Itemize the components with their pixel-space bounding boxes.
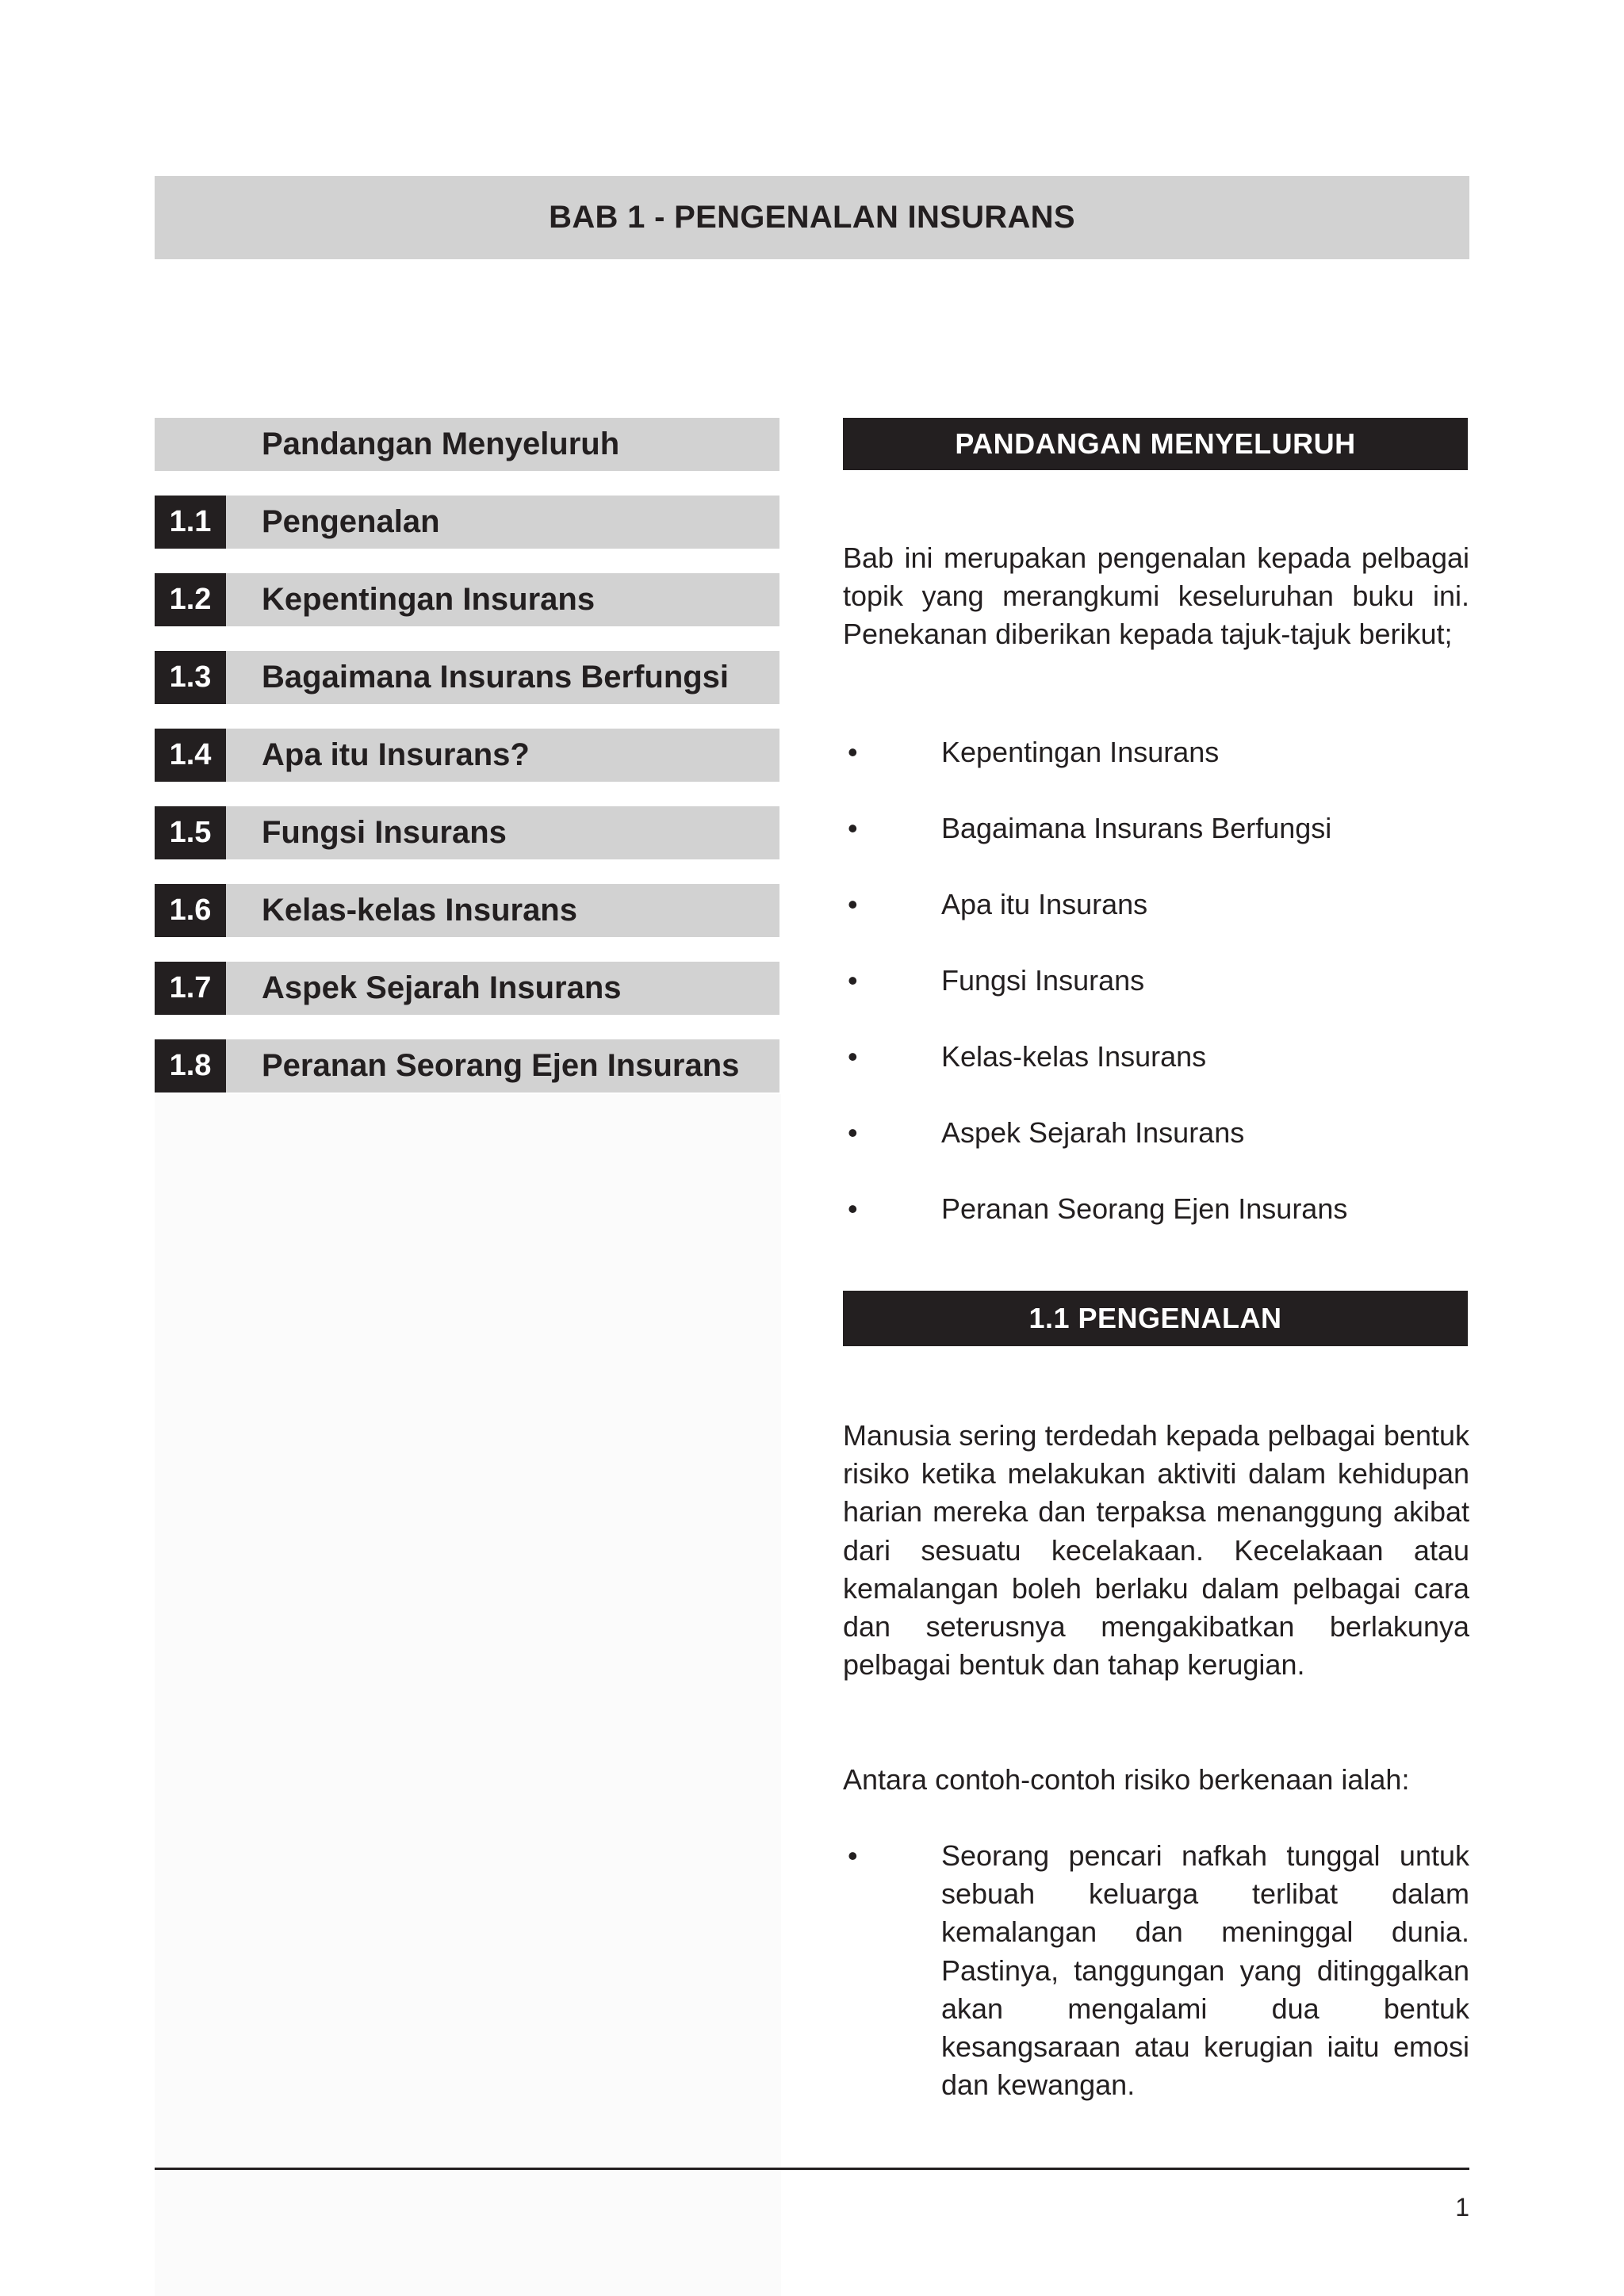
toc-row-1-3[interactable] bbox=[155, 651, 779, 704]
toc-row-1-6[interactable] bbox=[155, 884, 779, 937]
bullet-text: Kepentingan Insurans bbox=[941, 736, 1220, 768]
page-number: 1 bbox=[1455, 2193, 1469, 2221]
overview-bullet bbox=[843, 733, 1469, 771]
bullet-text: Kelas-kelas Insurans bbox=[941, 1040, 1207, 1073]
toc-row-1-5[interactable] bbox=[155, 806, 779, 859]
toc-row-1-7[interactable] bbox=[155, 962, 779, 1015]
overview-bullet bbox=[843, 962, 1469, 1000]
toc-label: Kepentingan Insurans bbox=[226, 573, 779, 626]
toc-label: Pandangan Menyeluruh bbox=[226, 418, 779, 471]
toc-label: Fungsi Insurans bbox=[226, 806, 779, 859]
bullet-icon: • bbox=[848, 1116, 858, 1149]
toc-number: 1.5 bbox=[155, 806, 226, 859]
toc-label: Kelas-kelas Insurans bbox=[226, 884, 779, 937]
toc-label: Pengenalan bbox=[226, 496, 779, 549]
toc-row-1-8[interactable] bbox=[155, 1039, 779, 1093]
bullet-text: Apa itu Insurans bbox=[941, 888, 1148, 920]
bullet-text: Peranan Seorang Ejen Insurans bbox=[941, 1192, 1348, 1225]
bullet-icon: • bbox=[848, 1192, 858, 1225]
toc-number: 1.3 bbox=[155, 651, 226, 704]
toc-number: 1.2 bbox=[155, 573, 226, 626]
overview-intro: Bab ini merupakan pengenalan kepada pelbagai topik yang merangkumi keseluruhan buku ini. Penekanan diberikan kepada tajuk-tajuk berikut; bbox=[843, 541, 1469, 651]
left-column-background bbox=[155, 1094, 781, 2296]
toc-number: 1.8 bbox=[155, 1039, 226, 1093]
chapter-title: BAB 1 - PENGENALAN INSURANS bbox=[155, 176, 1469, 259]
bullet-icon: • bbox=[848, 1839, 858, 1872]
bullet-text: Bagaimana Insurans Berfungsi bbox=[941, 812, 1332, 844]
toc-number: 1.1 bbox=[155, 496, 226, 549]
toc-row-1-4[interactable] bbox=[155, 729, 779, 782]
bullet-icon: • bbox=[848, 964, 858, 997]
bullet-icon: • bbox=[848, 888, 858, 920]
toc-number: 1.7 bbox=[155, 962, 226, 1015]
bullet-text: Aspek Sejarah Insurans bbox=[941, 1116, 1245, 1149]
overview-heading: PANDANGAN MENYELURUH bbox=[843, 418, 1468, 470]
introduction-heading: 1.1 PENGENALAN bbox=[843, 1291, 1468, 1346]
toc-row-1-2[interactable] bbox=[155, 573, 779, 626]
overview-bullet bbox=[843, 1114, 1469, 1152]
overview-bullet bbox=[843, 886, 1469, 924]
overview-bullet bbox=[843, 809, 1469, 848]
bullet-text: Seorang pencari nafkah tunggal untuk sebuah keluarga terlibat dalam kemalangan dan meninggal dunia. Pastinya, tanggungan yang ditinggalkan akan mengalami dua bentuk kesangsaraan atau kerugian iaitu emosi dan kewangan. bbox=[941, 1839, 1469, 2102]
toc-label: Peranan Seorang Ejen Insurans bbox=[226, 1039, 779, 1093]
bullet-icon: • bbox=[848, 736, 858, 768]
bullet-icon: • bbox=[848, 1040, 858, 1073]
toc-label: Bagaimana Insurans Berfungsi bbox=[226, 651, 779, 704]
bullet-icon: • bbox=[848, 812, 858, 844]
toc-number: 1.4 bbox=[155, 729, 226, 782]
examples-lead: Antara contoh-contoh risiko berkenaan ialah: bbox=[843, 1763, 1410, 1796]
toc-label: Aspek Sejarah Insurans bbox=[226, 962, 779, 1015]
toc-row-overview[interactable] bbox=[155, 418, 779, 471]
toc-label: Apa itu Insurans? bbox=[226, 729, 779, 782]
overview-bullet bbox=[843, 1190, 1469, 1228]
toc-number bbox=[155, 418, 226, 471]
toc-row-1-1[interactable] bbox=[155, 496, 779, 549]
bullet-text: Fungsi Insurans bbox=[941, 964, 1145, 997]
footer-divider bbox=[155, 2168, 1469, 2170]
introduction-paragraph: Manusia sering terdedah kepada pelbagai bentuk risiko ketika melakukan aktiviti dalam kehidupan harian mereka dan terpaksa menanggung akibat dari sesuatu kecelakaan. Kecelakaan atau kemalangan boleh berlaku dalam pelbagai cara dan seterusnya mengakibatkan berlakunya pelbagai bentuk dan tahap kerugian. bbox=[843, 1419, 1469, 1682]
overview-bullet bbox=[843, 1038, 1469, 1076]
example-bullet bbox=[843, 1837, 1469, 2104]
toc-number: 1.6 bbox=[155, 884, 226, 937]
